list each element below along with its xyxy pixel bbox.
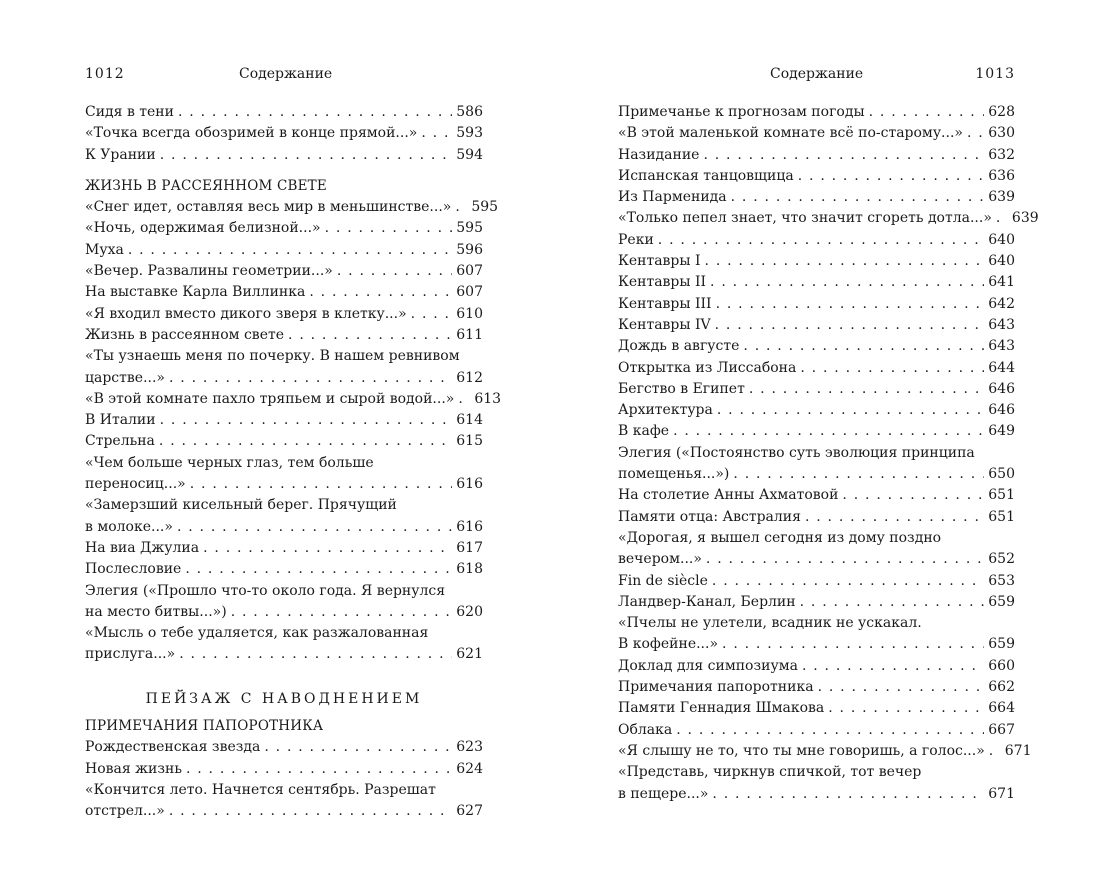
toc-entry[interactable] <box>618 528 1015 571</box>
entry-page-number: 644 <box>988 359 1015 376</box>
entry-title: Муха <box>85 241 124 258</box>
entry-title: На выставке Карла Виллинка <box>85 284 306 301</box>
entry-page-number: 595 <box>471 199 499 216</box>
dot-leader <box>967 123 984 144</box>
toc-entry[interactable] <box>85 538 483 559</box>
section-heading: ЖИЗНЬ В РАССЕЯННОМ СВЕТЕ <box>85 177 327 194</box>
dot-leader <box>802 656 984 677</box>
toc-entry[interactable] <box>85 261 483 282</box>
dot-leader <box>325 218 453 239</box>
toc-entry[interactable] <box>85 282 483 303</box>
entry-page-number: 651 <box>988 508 1015 525</box>
table-of-contents <box>618 102 1039 805</box>
dot-leader <box>309 282 452 303</box>
toc-entry[interactable] <box>618 741 1032 762</box>
entry-title: «Снег идет, оставляя весь мир в меньшинстве...» <box>85 199 452 216</box>
dot-leader <box>159 431 452 452</box>
entry-title: «Ночь, одержимая белизной...» <box>85 220 321 237</box>
dot-leader <box>706 549 984 570</box>
toc-entry[interactable] <box>618 102 1015 123</box>
toc-entry[interactable] <box>618 208 1039 229</box>
entry-page-number: 659 <box>988 636 1015 653</box>
entry-title: Стрельна <box>85 433 155 450</box>
entry-page-number: 620 <box>456 603 483 620</box>
entry-title: Бегство в Египет <box>618 380 745 397</box>
toc-entry[interactable] <box>618 485 1015 506</box>
entry-page-number: 643 <box>988 316 1015 333</box>
entry-title-line: «Дорогая, я вышел сегодня из дому поздно <box>618 529 942 546</box>
entry-title-line: помещенья...») <box>618 466 730 483</box>
dot-leader <box>178 102 452 123</box>
dot-leader <box>989 741 1001 762</box>
entry-title-line: В кофейне...» <box>618 636 719 653</box>
toc-entry[interactable] <box>85 346 483 389</box>
entry-last-line <box>618 464 1015 485</box>
entry-title: Облака <box>618 721 673 738</box>
entry-page-number: 594 <box>456 146 483 163</box>
dot-leader <box>996 208 1008 229</box>
dot-leader <box>743 336 984 357</box>
dot-leader <box>458 389 470 410</box>
entry-title: Кентавры III <box>618 295 712 312</box>
dot-leader <box>169 801 452 822</box>
dot-leader <box>264 737 452 758</box>
entry-page-number: 624 <box>456 760 483 777</box>
entry-page-number: 646 <box>988 402 1015 419</box>
entry-title: Реки <box>618 231 654 248</box>
entry-page-number: 595 <box>456 220 483 237</box>
entry-page-number: 652 <box>988 551 1015 568</box>
dot-leader <box>703 145 984 166</box>
dot-leader <box>186 759 452 780</box>
toc-entry[interactable] <box>618 571 1015 592</box>
entry-title: Новая жизнь <box>85 760 182 777</box>
dot-leader <box>411 304 453 325</box>
toc-entry[interactable] <box>618 336 1015 357</box>
toc-entry[interactable] <box>85 240 483 261</box>
dot-leader <box>715 315 985 336</box>
dot-leader <box>828 698 984 719</box>
dot-leader <box>805 507 984 528</box>
entry-title-line: царстве...» <box>85 369 165 386</box>
toc-entry[interactable] <box>85 410 483 431</box>
dot-leader <box>190 474 453 495</box>
dot-leader <box>733 464 984 485</box>
entry-page-number: 617 <box>456 539 483 556</box>
entry-title-line: вечером...» <box>618 551 702 568</box>
entry-page-number: 610 <box>456 305 483 322</box>
entry-title: «В этой маленькой комнате всё по-старому...» <box>618 125 963 142</box>
entry-page-number: 628 <box>988 104 1015 120</box>
dot-leader <box>128 240 452 261</box>
toc-entry[interactable] <box>85 123 483 144</box>
dot-leader <box>731 187 985 208</box>
entry-title: Кентавры IV <box>618 316 711 333</box>
dot-leader <box>712 784 984 805</box>
entry-page-number: 639 <box>988 189 1015 206</box>
dot-leader <box>673 421 984 442</box>
toc-entry[interactable] <box>618 507 1015 528</box>
entry-title: «Точка всегда обозримей в конце прямой...» <box>85 125 418 142</box>
entry-page-number: 667 <box>988 721 1015 738</box>
entry-title: Доклад для симпозиума <box>618 657 798 674</box>
entry-title-line: «Чем больше черных глаз, тем больше <box>85 454 374 471</box>
entry-page-number: 640 <box>988 253 1015 270</box>
toc-entry[interactable] <box>618 230 1015 251</box>
entry-title: Архитектура <box>618 402 713 419</box>
entry-title: Fin de siècle <box>618 572 708 589</box>
entry-page-number: 639 <box>1011 210 1039 227</box>
dot-leader <box>185 559 452 580</box>
dot-leader <box>203 538 452 559</box>
toc-entry[interactable] <box>85 495 483 538</box>
entry-page-number: 671 <box>988 785 1015 802</box>
table-of-contents <box>85 102 502 823</box>
entry-title-line: Элегия («Прошло что-то около года. Я вернулся <box>85 582 446 599</box>
entry-page-number: 659 <box>988 593 1015 610</box>
entry-page-number: 643 <box>988 338 1015 355</box>
entry-page-number: 641 <box>988 274 1015 291</box>
entry-title: Испанская танцовщица <box>618 167 794 184</box>
entry-title-line: «Мысль о тебе удаляется, как разжалованная <box>85 625 429 642</box>
entry-title-line: «Представь, чиркнув спичкой, тот вечер <box>618 764 922 781</box>
dot-leader <box>800 358 984 379</box>
chapter-heading: ПЕЙЗАЖ С НАВОДНЕНИЕМ <box>145 690 423 707</box>
entry-page-number: 611 <box>456 326 483 343</box>
entry-last-line <box>85 644 483 665</box>
toc-entry[interactable] <box>85 102 483 123</box>
entry-page-number: 614 <box>456 412 483 429</box>
entry-title-line: «Кончится лето. Начнется сентябрь. Разрешат <box>85 781 436 798</box>
dot-leader <box>231 602 453 623</box>
dot-leader <box>179 644 452 665</box>
left-page <box>85 0 502 880</box>
toc-entry[interactable] <box>85 559 483 580</box>
toc-entry[interactable] <box>618 123 1015 144</box>
page-header <box>618 66 1015 84</box>
running-head: Содержание <box>239 66 333 82</box>
entry-last-line <box>618 634 1015 655</box>
dot-leader <box>705 251 985 272</box>
entry-title: «Вечер. Развалины геометрии...» <box>85 263 333 280</box>
entry-title: Памяти отца: Австралия <box>618 508 801 525</box>
entry-title: Назидание <box>618 146 700 163</box>
toc-entry[interactable] <box>618 656 1015 677</box>
entry-title-line: в молоке...» <box>85 518 173 535</box>
entry-title: Сидя в тени <box>85 104 174 120</box>
entry-title: Дождь в августе <box>618 338 740 355</box>
entry-last-line <box>85 602 483 623</box>
entry-title: Рождественская звезда <box>85 739 261 756</box>
entry-page-number: 616 <box>456 518 483 535</box>
entry-page-number: 650 <box>988 466 1015 483</box>
dot-leader <box>337 261 452 282</box>
toc-entry[interactable] <box>618 166 1015 187</box>
dot-leader <box>818 677 985 698</box>
entry-page-number: 612 <box>456 369 483 386</box>
toc-entry[interactable] <box>618 294 1015 315</box>
entry-title: Примечания папоротника <box>618 679 814 696</box>
toc-entry[interactable] <box>618 592 1015 613</box>
section-heading: ПРИМЕЧАНИЯ ПАПОРОТНИКА <box>85 718 324 735</box>
entry-title: «Я входил вместо дикого зверя в клетку...» <box>85 305 407 322</box>
entry-title: В кафе <box>618 423 670 440</box>
toc-entry[interactable] <box>618 379 1015 400</box>
dot-leader <box>869 102 985 123</box>
entry-title: На столетие Анны Ахматовой <box>618 487 839 504</box>
dot-leader <box>749 379 984 400</box>
toc-entry[interactable] <box>618 443 1015 486</box>
toc-entry[interactable] <box>85 623 483 666</box>
entry-title: Жизнь в рассеянном свете <box>85 326 285 343</box>
toc-entry[interactable] <box>618 251 1015 272</box>
entry-title-line: на место битвы...») <box>85 603 227 620</box>
dot-leader <box>800 592 985 613</box>
entry-page-number: 593 <box>456 125 483 142</box>
toc-entry[interactable] <box>85 197 499 218</box>
entry-page-number: 586 <box>456 104 483 120</box>
entry-page-number: 660 <box>988 657 1015 674</box>
toc-entry[interactable] <box>618 145 1015 166</box>
entry-last-line <box>618 784 1015 805</box>
entry-title: Послесловие <box>85 561 182 578</box>
entry-page-number: 649 <box>988 423 1015 440</box>
entry-page-number: 623 <box>456 739 483 756</box>
entry-page-number: 621 <box>456 646 483 663</box>
entry-title: К Урании <box>85 146 156 163</box>
dot-leader <box>455 197 467 218</box>
entry-last-line <box>618 549 1015 570</box>
entry-title: «Я слышу не то, что ты мне говоришь, а голос...» <box>618 742 985 759</box>
toc-entry[interactable] <box>618 272 1015 293</box>
toc-entry[interactable] <box>85 218 483 239</box>
toc-entry[interactable] <box>618 720 1015 741</box>
entry-title: Кентавры II <box>618 274 707 291</box>
entry-title: Из Парменида <box>618 189 727 206</box>
page-header <box>85 66 483 84</box>
entry-title: «В этой комнате пахло тряпьем и сырой водой...» <box>85 390 455 407</box>
entry-page-number: 642 <box>988 295 1015 312</box>
dot-leader <box>798 166 985 187</box>
toc-entry[interactable] <box>618 613 1015 656</box>
entry-page-number: 671 <box>1004 742 1032 759</box>
toc-entry[interactable] <box>85 145 483 166</box>
page-number: 1013 <box>975 66 1015 82</box>
dot-leader <box>676 720 984 741</box>
entry-page-number: 618 <box>456 561 483 578</box>
page-number: 1012 <box>85 66 125 82</box>
entry-title-line: «Ты узнаешь меня по почерку. В нашем ревнивом <box>85 348 460 365</box>
dot-leader <box>177 517 452 538</box>
toc-entry[interactable] <box>618 315 1015 336</box>
toc-entry[interactable] <box>618 187 1015 208</box>
entry-page-number: 662 <box>988 679 1015 696</box>
entry-last-line <box>85 368 483 389</box>
entry-page-number: 607 <box>456 263 483 280</box>
toc-entry[interactable] <box>618 677 1015 698</box>
toc-entry[interactable] <box>85 453 483 496</box>
entry-page-number: 653 <box>988 572 1015 589</box>
entry-title: «Только пепел знает, что значит сгореть дотла...» <box>618 210 992 227</box>
entry-title: На виа Джулиа <box>85 539 200 556</box>
dot-leader <box>716 294 985 315</box>
entry-page-number: 615 <box>456 433 483 450</box>
toc-entry[interactable] <box>85 759 483 780</box>
toc-entry[interactable] <box>85 304 483 325</box>
entry-page-number: 596 <box>456 241 483 258</box>
entry-title-line: в пещере...» <box>618 785 709 802</box>
running-head: Содержание <box>770 66 864 82</box>
toc-entry[interactable] <box>618 400 1015 421</box>
entry-title: Кентавры I <box>618 253 701 270</box>
entry-last-line <box>85 801 483 822</box>
entry-page-number: 630 <box>988 125 1015 142</box>
entry-title-line: отстрел...» <box>85 803 165 820</box>
entry-title: В Италии <box>85 412 156 429</box>
toc-entry[interactable] <box>618 698 1015 719</box>
entry-page-number: 613 <box>474 390 502 407</box>
toc-entry[interactable] <box>618 421 1015 442</box>
entry-title-line: Элегия («Постоянство суть эволюция принципа <box>618 444 975 461</box>
dot-leader <box>658 230 984 251</box>
dot-leader <box>842 485 984 506</box>
dot-leader <box>717 400 984 421</box>
toc-entry[interactable] <box>85 737 483 758</box>
entry-page-number: 632 <box>988 146 1015 163</box>
entry-title-line: переносиц...» <box>85 476 186 493</box>
dot-leader <box>169 368 452 389</box>
toc-entry[interactable] <box>85 389 502 410</box>
entry-page-number: 627 <box>456 803 483 820</box>
entry-title: Памяти Геннадия Шмакова <box>618 700 825 717</box>
entry-page-number: 646 <box>988 380 1015 397</box>
dot-leader <box>722 634 984 655</box>
toc-entry[interactable] <box>618 358 1015 379</box>
toc-entry[interactable] <box>85 325 483 346</box>
toc-entry[interactable] <box>85 431 483 452</box>
dot-leader <box>710 272 984 293</box>
entry-page-number: 640 <box>988 231 1015 248</box>
entry-page-number: 664 <box>988 700 1015 717</box>
entry-title-line: «Замерзший кисельный берег. Прячущий <box>85 497 397 514</box>
dot-leader <box>160 145 453 166</box>
entry-title: Примечанье к прогнозам погоды <box>618 104 865 120</box>
entry-page-number: 636 <box>988 167 1015 184</box>
dot-leader <box>160 410 453 431</box>
entry-page-number: 607 <box>456 284 483 301</box>
entry-page-number: 651 <box>988 487 1015 504</box>
entry-page-number: 616 <box>456 476 483 493</box>
dot-leader <box>288 325 452 346</box>
entry-last-line <box>85 474 483 495</box>
toc-entry[interactable] <box>618 762 1015 805</box>
entry-title-line: прислуга...» <box>85 646 176 663</box>
toc-entry[interactable] <box>85 780 483 823</box>
dot-leader <box>421 123 452 144</box>
entry-last-line <box>85 517 483 538</box>
entry-title: Ландвер-Канал, Берлин <box>618 593 796 610</box>
entry-title-line: «Пчелы не улетели, всадник не ускакал. <box>618 615 922 632</box>
entry-title: Открытка из Лиссабона <box>618 359 797 376</box>
toc-entry[interactable] <box>85 581 483 624</box>
dot-leader <box>712 571 984 592</box>
right-page <box>618 0 1039 880</box>
